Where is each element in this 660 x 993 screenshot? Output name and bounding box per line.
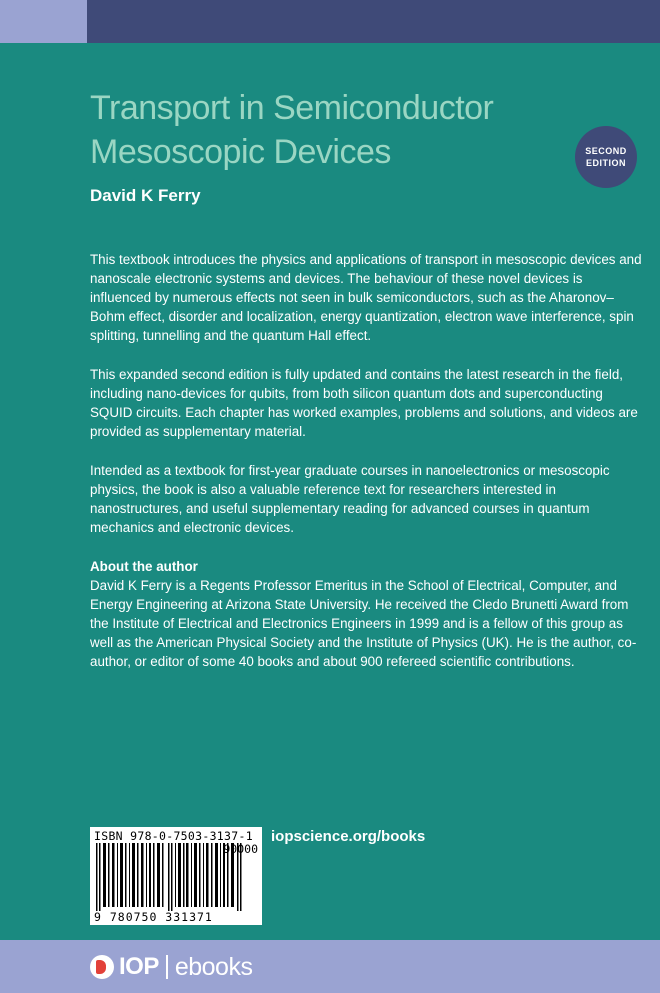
top-band (0, 0, 660, 43)
blurb-paragraph-2: This expanded second edition is fully updated and contains the latest research in the field, including nano-devices for qubits, from both silicon quantum dots and superconducting SQUID circuits. Each chapter has worked examples, problems and solutions, and videos are provided as supplementary material. (90, 367, 638, 439)
blurb-paragraph-3: Intended as a textbook for first-year graduate courses in nanoelectronics or mesoscopic physics, the book is also a valuable reference text for researchers interested in nanostructures, and useful supplementary reading for advanced courses in quantum mechanics and electronic devices. (90, 463, 610, 535)
edition-badge-line-2: EDITION (585, 158, 626, 168)
isbn-text: ISBN 978-0-7503-3137-1 (94, 829, 253, 843)
iop-logo-icon (90, 955, 114, 979)
edition-badge (575, 126, 637, 188)
title-line-2: Mesoscopic Devices (90, 133, 391, 171)
price-code: 90000 (223, 842, 258, 856)
barcode (90, 827, 262, 925)
ean-digits: 9 780750 331371 (94, 910, 213, 924)
blurb (90, 250, 646, 671)
logo-iop-text: IOP (119, 953, 159, 980)
edition-badge-line-1: SECOND (585, 146, 627, 156)
about-heading: About the author (90, 559, 198, 574)
top-left-accent-block (0, 0, 87, 43)
logo-divider (166, 955, 168, 979)
book-title (90, 86, 570, 174)
blurb-paragraph-1: This textbook introduces the physics and applications of transport in mesoscopic devices and nanoscale electronic systems and devices. The behaviour of these novel devices is influenced by numerous effects not seen in bulk semiconductors, such as the Aharonov–Bohm effect, disorder and localization, energy quantization, electron wave interference, spin splitting, tunnelling and the quantum Hall effect. (90, 252, 642, 343)
about-body: David K Ferry is a Regents Professor Emeritus in the School of Electrical, Computer, and Energy Engineering at Arizona State University. He received the Cledo Brunetti Award from the Institute of Electrical and Electronics Engineers in 1999 and is a fellow of this group as well as the American Physical Society and the Institute of Physics (UK). He is the author, co-author, or editor of some 40 books and about 900 refereed scientific contributions. (90, 578, 637, 669)
website-url: iopscience.org/books (271, 828, 426, 845)
title-line-1: Transport in Semiconductor (90, 89, 494, 127)
logo-ebooks-text: ebooks (174, 952, 253, 981)
author-name: David K Ferry (90, 186, 201, 205)
about-the-author (90, 557, 646, 671)
publisher-logo (90, 952, 252, 982)
